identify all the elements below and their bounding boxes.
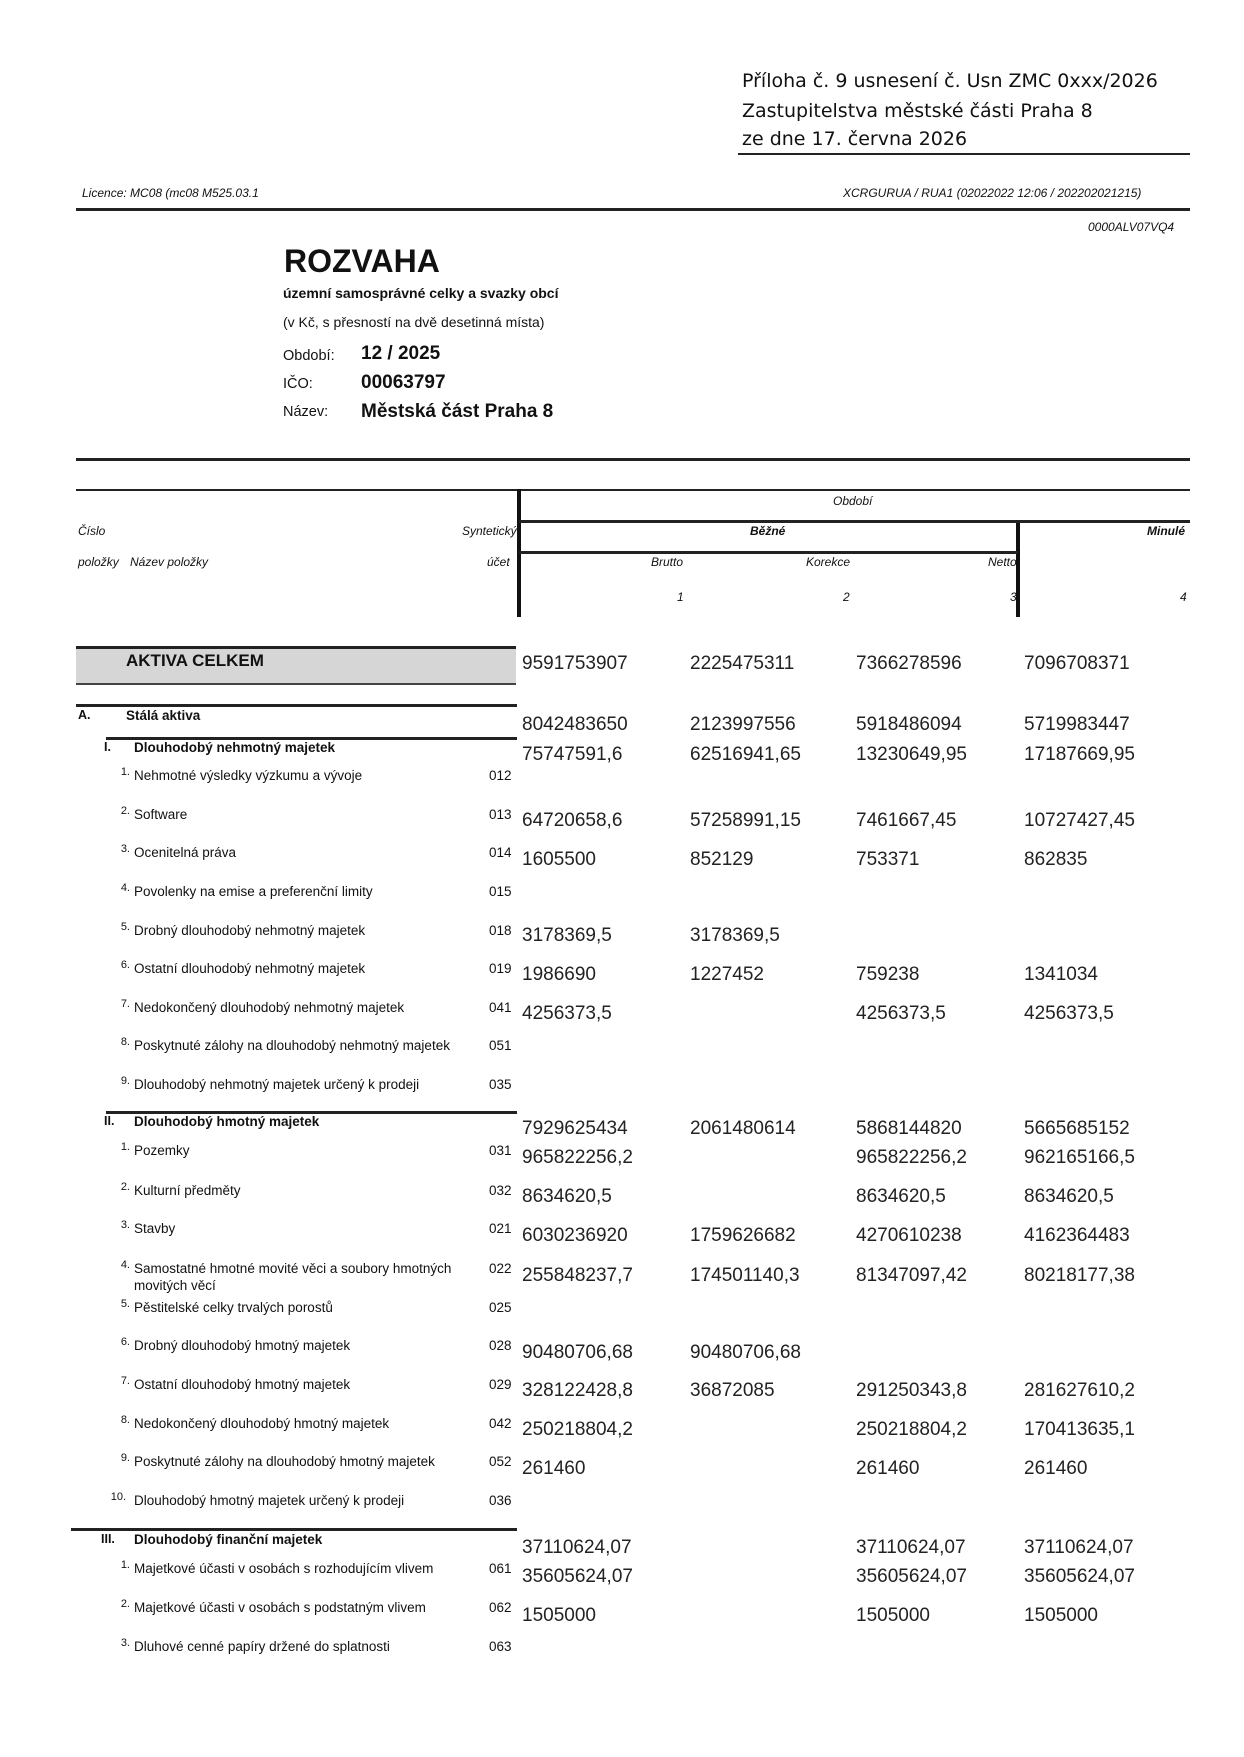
value-korekce: 852129: [690, 849, 754, 870]
th-col-3: 3: [1010, 590, 1017, 604]
row-label: Povolenky na emise a preferenční limity: [134, 884, 373, 899]
value-brutto: 3178369,5: [522, 925, 612, 946]
value-minule: 261460: [1024, 1458, 1088, 1479]
row-number: III.: [101, 1532, 115, 1546]
row-number: 1.: [120, 766, 130, 778]
system-code: XCRGURUA / RUA1 (02022022 12:06 / 202202021215): [843, 186, 1142, 200]
value-netto: 4270610238: [856, 1225, 962, 1246]
th-ucet: účet: [487, 555, 510, 569]
row-label: Dlouhodobý finanční majetek: [134, 1532, 323, 1547]
value-korekce: 1759626682: [690, 1225, 796, 1246]
section-rule: [76, 704, 517, 707]
value-brutto: 965822256,2: [522, 1147, 633, 1168]
value-brutto: 1986690: [522, 964, 596, 985]
header-line-1: Příloha č. 9 usnesení č. Usn ZMC 0xxx/2026: [742, 70, 1158, 92]
value-brutto: 1605500: [522, 849, 596, 870]
value-brutto: 250218804,2: [522, 1419, 633, 1440]
value-minule: 80218177,38: [1024, 1265, 1135, 1286]
value-minule: 962165166,5: [1024, 1147, 1135, 1168]
row-number: 5.: [120, 1298, 130, 1310]
row-number: 3.: [120, 843, 130, 855]
value-brutto: 35605624,07: [522, 1566, 633, 1587]
row-label-cont: movitých věcí: [134, 1278, 216, 1293]
value-brutto: 6030236920: [522, 1225, 628, 1246]
row-number: 6.: [120, 1336, 130, 1348]
period-value: 12 / 2025: [361, 343, 441, 364]
value-brutto: 64720658,6: [522, 810, 623, 831]
ico-value: 00063797: [361, 372, 446, 393]
period-label: Období:: [283, 348, 335, 364]
th-netto: Netto: [988, 555, 1017, 569]
value-korekce: 57258991,15: [690, 810, 801, 831]
page-title: ROZVAHA: [284, 243, 440, 279]
th-korekce: Korekce: [806, 555, 851, 569]
total-brutto: 9591753907: [522, 653, 628, 674]
total-minule: 7096708371: [1024, 653, 1130, 674]
value-netto: 250218804,2: [856, 1419, 967, 1440]
top-rule: [76, 208, 1190, 211]
row-label: Ostatní dlouhodobý nehmotný majetek: [134, 961, 366, 976]
account-number: 019: [489, 961, 512, 976]
table-header-top-rule: [76, 489, 1190, 491]
value-netto: 5918486094: [856, 714, 962, 735]
th-bezne: Běžné: [750, 524, 786, 538]
row-label: Kulturní předměty: [134, 1183, 241, 1198]
account-number: 028: [489, 1338, 512, 1353]
header-line-3: ze dne 17. června 2026: [742, 128, 968, 150]
row-label: Dlouhodobý nehmotný majetek: [134, 740, 336, 755]
row-number: 2.: [120, 805, 130, 817]
account-number: 031: [489, 1143, 512, 1158]
row-label: Pěstitelské celky trvalých porostů: [134, 1300, 333, 1315]
value-minule: 35605624,07: [1024, 1566, 1135, 1587]
row-label: Nehmotné výsledky výzkumu a vývoje: [134, 768, 363, 783]
name-label: Název:: [283, 404, 329, 420]
row-number: 6.: [120, 959, 130, 971]
value-minule: 281627610,2: [1024, 1380, 1135, 1401]
value-korekce: 90480706,68: [690, 1342, 801, 1363]
row-label: Nedokončený dlouhodobý nehmotný majetek: [134, 1000, 405, 1015]
value-brutto: 1505000: [522, 1605, 596, 1626]
value-brutto: 7929625434: [522, 1118, 628, 1139]
value-minule: 37110624,07: [1024, 1537, 1134, 1558]
row-label: Ocenitelná práva: [134, 845, 237, 860]
value-netto: 7461667,45: [856, 810, 957, 831]
account-number: 042: [489, 1416, 512, 1431]
account-number: 062: [489, 1600, 512, 1615]
row-label: Drobný dlouhodobý nehmotný majetek: [134, 923, 366, 938]
row-number: 2.: [120, 1598, 130, 1610]
th-cislo: Číslo: [78, 524, 106, 538]
row-label: Samostatné hmotné movité věci a soubory hmotných: [134, 1261, 452, 1276]
value-netto: 1505000: [856, 1605, 930, 1626]
account-number: 063: [489, 1639, 512, 1654]
row-label: Ostatní dlouhodobý hmotný majetek: [134, 1377, 351, 1392]
value-netto: 8634620,5: [856, 1186, 946, 1207]
row-label: Poskytnuté zálohy na dlouhodobý hmotný majetek: [134, 1454, 435, 1469]
value-netto: 261460: [856, 1458, 920, 1479]
row-number: 1.: [120, 1559, 130, 1571]
account-number: 022: [489, 1261, 512, 1276]
total-label: AKTIVA CELKEM: [126, 651, 264, 670]
row-number: 9.: [120, 1075, 130, 1087]
account-number: 036: [489, 1493, 512, 1508]
row-label: Stavby: [134, 1221, 176, 1236]
units-note: (v Kč, s přesností na dvě desetinná místa): [283, 314, 545, 330]
value-minule: 4162364483: [1024, 1225, 1130, 1246]
row-number: II.: [104, 1114, 115, 1128]
name-value: Městská část Praha 8: [361, 401, 554, 422]
row-number: 4.: [120, 1259, 130, 1271]
row-number: 7.: [120, 1375, 130, 1387]
value-minule: 5665685152: [1024, 1118, 1130, 1139]
account-number: 014: [489, 845, 512, 860]
value-minule: 1341034: [1024, 964, 1098, 985]
account-number: 052: [489, 1454, 512, 1469]
th-brutto: Brutto: [651, 555, 684, 569]
row-number: 2.: [120, 1181, 130, 1193]
value-netto: 291250343,8: [856, 1380, 967, 1401]
account-number: 013: [489, 807, 512, 822]
row-label: Stálá aktiva: [126, 708, 201, 723]
licence-text: Licence: MC08 (mc08 M525.03.1: [82, 186, 259, 200]
row-number: 7.: [120, 998, 130, 1010]
value-korekce: 2123997556: [690, 714, 796, 735]
header-low-rule: [519, 551, 1018, 554]
value-brutto: 261460: [522, 1458, 586, 1479]
row-label: Poskytnuté zálohy na dlouhodobý nehmotný majetek: [134, 1038, 450, 1053]
value-minule: 8634620,5: [1024, 1186, 1114, 1207]
th-minule: Minulé: [1147, 524, 1185, 538]
value-korekce: 2061480614: [690, 1118, 796, 1139]
th-nazev: Název položky: [130, 555, 209, 569]
account-number: 012: [489, 768, 512, 783]
value-brutto: 90480706,68: [522, 1342, 633, 1363]
ico-label: IČO:: [283, 376, 313, 392]
meta-rule: [76, 458, 1190, 461]
row-number: 8.: [120, 1036, 130, 1048]
header-underline: [738, 153, 1190, 155]
section-rule: [71, 1528, 517, 1531]
value-minule: 4256373,5: [1024, 1003, 1114, 1024]
row-label: Dlouhodobý hmotný majetek určený k prodeji: [134, 1493, 405, 1508]
row-number: 10.: [110, 1491, 126, 1503]
value-brutto: 8042483650: [522, 714, 628, 735]
total-korekce: 2225475311: [690, 653, 795, 674]
account-number: 018: [489, 923, 512, 938]
account-number: 032: [489, 1183, 512, 1198]
row-label: Dlouhodobý hmotný majetek: [134, 1114, 320, 1129]
row-label: Dluhové cenné papíry držené do splatnosti: [134, 1639, 390, 1654]
row-label: Software: [134, 807, 188, 822]
account-number: 015: [489, 884, 512, 899]
account-number: 051: [489, 1038, 512, 1053]
row-label: Majetkové účasti v osobách s podstatným vlivem: [134, 1600, 426, 1615]
value-minule: 10727427,45: [1024, 810, 1135, 831]
row-number: I.: [104, 740, 111, 754]
value-netto: 13230649,95: [856, 744, 967, 765]
header-line-2: Zastupitelstva městské části Praha 8: [742, 100, 1093, 122]
th-col-2: 2: [843, 590, 850, 604]
value-brutto: 4256373,5: [522, 1003, 612, 1024]
row-number: 3.: [120, 1219, 130, 1231]
value-korekce: 1227452: [690, 964, 764, 985]
account-number: 041: [489, 1000, 512, 1015]
header-mid-rule: [519, 520, 1190, 523]
value-korekce: 174501140,3: [690, 1265, 800, 1286]
th-synteticky: Syntetický: [462, 524, 517, 538]
value-netto: 5868144820: [856, 1118, 962, 1139]
value-korekce: 3178369,5: [690, 925, 780, 946]
total-netto: 7366278596: [856, 653, 962, 674]
value-minule: 1505000: [1024, 1605, 1098, 1626]
row-label: Dlouhodobý nehmotný majetek určený k prodeji: [134, 1077, 420, 1092]
th-polozky: položky: [78, 555, 119, 569]
value-netto: 965822256,2: [856, 1147, 967, 1168]
row-number: 5.: [120, 921, 130, 933]
row-number: 3.: [120, 1637, 130, 1649]
row-number: 4.: [120, 882, 130, 894]
th-col-4: 4: [1180, 590, 1187, 604]
value-brutto: 328122428,8: [522, 1380, 633, 1401]
value-netto: 759238: [856, 964, 920, 985]
row-number: 8.: [120, 1414, 130, 1426]
row-number: 9.: [120, 1452, 130, 1464]
th-col-1: 1: [677, 590, 684, 604]
account-number: 061: [489, 1561, 512, 1576]
value-brutto: 75747591,6: [522, 744, 623, 765]
value-brutto: 8634620,5: [522, 1186, 612, 1207]
value-minule: 170413635,1: [1024, 1419, 1135, 1440]
value-brutto: 37110624,07: [522, 1537, 632, 1558]
account-number: 029: [489, 1377, 512, 1392]
row-number: 1.: [120, 1141, 130, 1153]
value-minule: 862835: [1024, 849, 1088, 870]
value-minule: 17187669,95: [1024, 744, 1135, 765]
value-brutto: 255848237,7: [522, 1265, 633, 1286]
value-netto: 753371: [856, 849, 920, 870]
account-number: 035: [489, 1077, 512, 1092]
row-label: Pozemky: [134, 1143, 190, 1158]
value-netto: 35605624,07: [856, 1566, 967, 1587]
row-label: Nedokončený dlouhodobý hmotný majetek: [134, 1416, 390, 1431]
value-netto: 4256373,5: [856, 1003, 946, 1024]
subtitle: územní samosprávné celky a svazky obcí: [283, 285, 559, 301]
value-netto: 37110624,07: [856, 1537, 966, 1558]
value-netto: 81347097,42: [856, 1265, 967, 1286]
row-label: Majetkové účasti v osobách s rozhodujícím vlivem: [134, 1561, 434, 1576]
row-number: A.: [78, 708, 91, 722]
account-number: 025: [489, 1300, 512, 1315]
value-korekce: 36872085: [690, 1380, 775, 1401]
row-label: Drobný dlouhodobý hmotný majetek: [134, 1338, 351, 1353]
doc-code: 0000ALV07VQ4: [1088, 220, 1175, 234]
value-minule: 5719983447: [1024, 714, 1130, 735]
account-number: 021: [489, 1221, 512, 1236]
value-korekce: 62516941,65: [690, 744, 801, 765]
th-obdobi: Období: [833, 494, 873, 508]
